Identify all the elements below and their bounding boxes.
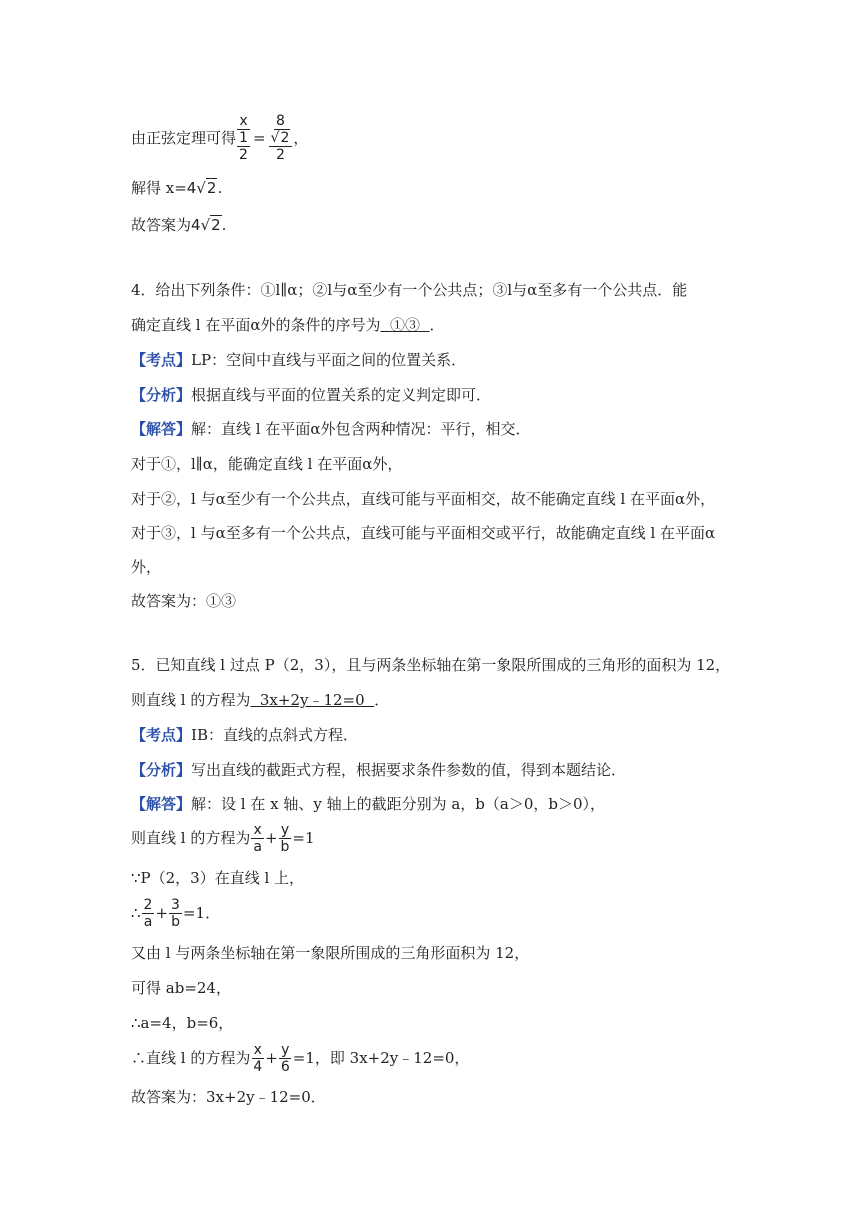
fraction-3-over-b: $\frac{3}{b}$ (171, 896, 180, 930)
fenxi-tag: 【分析】 (131, 386, 192, 404)
q5-ab: 可得 ab=24， (131, 979, 231, 997)
jieda-tag: 【解答】 (131, 420, 192, 438)
q4-answer: 故答案为：①③ (131, 592, 237, 610)
q4-step3b: 外， (131, 558, 162, 576)
fraction-8-over-root2-half: $\frac{8}{\frac{√2}{2}}$ (269, 113, 293, 163)
fraction-2-over-a: $\frac{2}{a}$ (143, 896, 153, 930)
fraction-y-over-6: $\frac{y}{6}$ (280, 1041, 290, 1075)
q4-step1: 对于①，l∥α，能确定直线 l 在平面α外， (131, 455, 403, 473)
fraction-y-over-b: $\frac{y}{b}$ (280, 821, 290, 855)
jieda-tag: 【解答】 (131, 795, 192, 813)
q5-jieda: 【解答】解：设 l 在 x 轴、y 轴上的截距分别为 a，b（a＞0，b＞0）， (131, 795, 606, 813)
q5-eq-final: ∴直线 l 的方程为 $\frac{x}{4}$ + $\frac{y}{6}$ =1，即 3x+2y﹣12=0， (131, 1041, 470, 1075)
q5-fenxi: 【分析】写出直线的截距式方程，根据要求条件参数的值，得到本题结论． (131, 761, 627, 779)
sine-law-line: 由正弦定理可得 $\frac{x}{\frac{1}{2}}$ = $\frac{8}{\frac{√2}{2}}$ ， (131, 113, 309, 163)
q4-answer-blank: ①③ (380, 316, 430, 334)
q5-values: ∴a=4，b=6， (131, 1014, 234, 1032)
sine-law-text: 由正弦定理可得 (131, 129, 237, 147)
solve-value: 4√2 (186, 179, 217, 197)
q5-area: 又由 l 与两条坐标轴在第一象限所围成的三角形面积为 12， (131, 944, 530, 962)
q4-jieda: 【解答】解：直线 l 在平面α外包含两种情况：平行，相交． (131, 420, 531, 438)
kaodian-tag: 【考点】 (131, 726, 192, 744)
fenxi-tag: 【分析】 (131, 761, 192, 779)
fraction-x-over-a: $\frac{x}{a}$ (253, 821, 262, 855)
q5-stem-line2: 则直线 l 的方程为 3x+2y﹣12=0 ． (131, 691, 390, 709)
prev-answer-line: 故答案为4√2. (131, 216, 227, 234)
q4-stem-line1: 4．给出下列条件：①l∥α；②l与α至少有一个公共点；③l与α至多有一个公共点．能 (131, 281, 688, 299)
prev-answer-value: 4√2 (191, 216, 221, 234)
q5-eq-intercept: 则直线 l 的方程为 $\frac{x}{a}$ + $\frac{y}{b}$ =1 (131, 821, 315, 855)
q4-step3a: 对于③，l 与α至多有一个公共点，直线可能与平面相交或平行，故能确定直线 l 在平面α (131, 524, 716, 542)
q4-kaodian: 【考点】LP：空间中直线与平面之间的位置关系． (131, 351, 467, 369)
q4-fenxi: 【分析】根据直线与平面的位置关系的定义判定即可． (131, 386, 492, 404)
solve-line: 解得 x=4√2. (131, 179, 223, 197)
q5-kaodian: 【考点】IB：直线的点斜式方程． (131, 726, 358, 744)
q5-stem-line1: 5．已知直线 l 过点 P（2，3），且与两条坐标轴在第一象限所围成的三角形的面积为 12， (131, 656, 731, 674)
kaodian-tag: 【考点】 (131, 351, 192, 369)
q4-stem-line2: 确定直线 l 在平面α外的条件的序号为 ①③ ． (131, 316, 445, 334)
fraction-x-over-half: $\frac{x}{\frac{1}{2}}$ (239, 113, 248, 163)
q4-step2: 对于②，l 与α至少有一个公共点，直线可能与平面相交，故不能确定直线 l 在平面α外， (131, 490, 716, 508)
q5-eq-substitute: ∴ $\frac{2}{a}$ + $\frac{3}{b}$ =1． (131, 896, 221, 930)
q5-answer: 故答案为：3x+2y﹣12=0． (131, 1088, 326, 1106)
fraction-x-over-4: $\frac{x}{4}$ (253, 1041, 263, 1075)
q5-answer-blank: 3x+2y﹣12=0 (250, 691, 375, 709)
q5-point-on-line: ∵P（2，3）在直线 l 上， (131, 869, 305, 887)
